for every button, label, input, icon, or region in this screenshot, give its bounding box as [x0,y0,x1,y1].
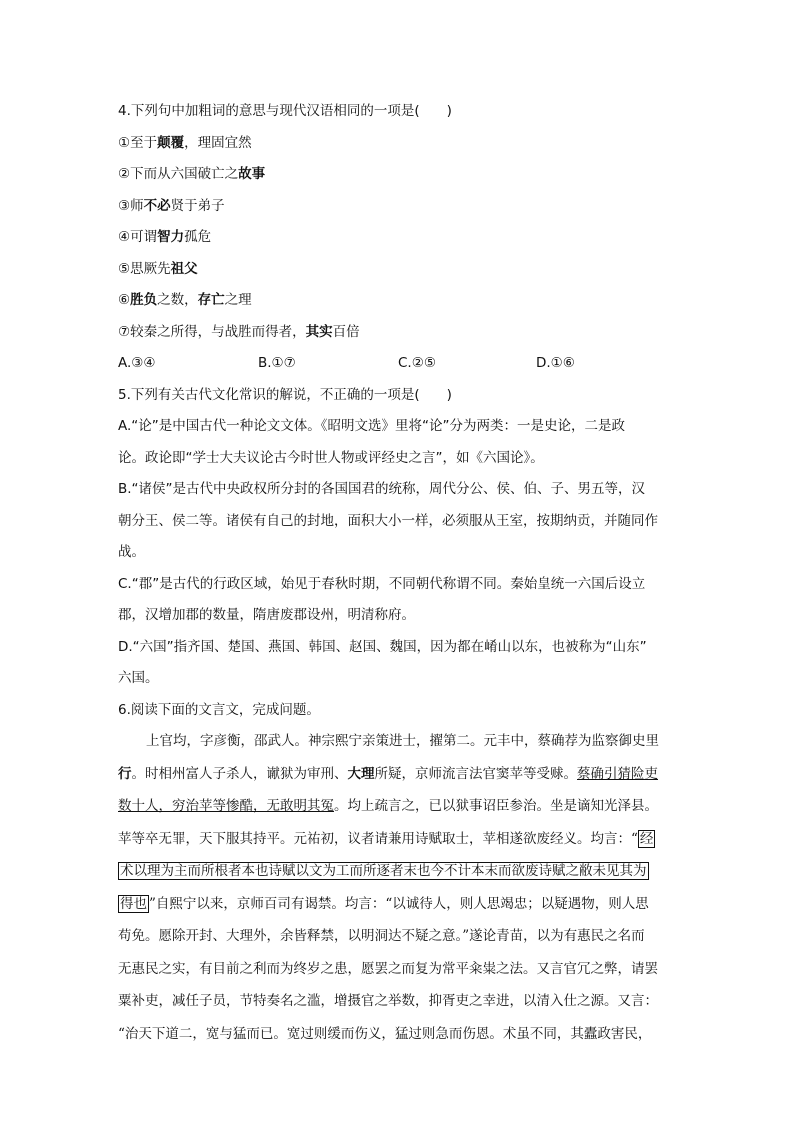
q4-choices [118,353,678,373]
q4-item-6: ⑥胜负之数，存亡之理 [118,292,252,308]
classical-passage [118,731,678,1044]
underlined-sentence: 蔡确引猜险吏 [577,765,658,782]
boxed-text: 术以理为主而所根者本也诗赋以文为工而所逐者末也今不计本末而欲废诗赋之敝未见其为 [120,863,647,879]
passage-line-6: 得也 ”自熙宁以来，京师百司有谒禁。均言：“以诚待人，则人思竭忠；以疑遇物，则人思 [120,895,649,912]
underlined-sentence-cont: 数十人，穷治苹等惨酷，无敢明其冤 [118,798,334,814]
boxed-text-end: 得也 [120,895,147,912]
q5-option-c[interactable]: C.“郡”是古代的行政区域，始见于春秋时期，不同朝代称谓不同。秦始皇统一六国后设立 郡，汉增加郡的数量，隋唐废郡设州，明清称府。 [118,575,646,623]
q5-option-d[interactable]: D.“六国”指齐国、楚国、燕国、韩国、赵国、魏国，因为都在崤山以东，也被称为“山东” 六国。 [118,638,647,686]
passage-line-4: 苹等卒无罪，天下服其持平。元祐初，议者请兼用诗赋取士，苹相遂欲废经义。均言：“ 经 [118,830,654,847]
q4-item-3: ③师不必贤于弟子 [118,197,225,214]
q4-choice-b[interactable]: B.①⑦ [258,355,296,371]
passage-line-9: 粟补吏，减任子员，节特奏名之滥，增摄官之举数，抑胥吏之幸进，以清入仕之源。又言： [118,993,658,1009]
q4-item-1: ①至于颠覆，理固宜然 [118,134,252,151]
passage-line-7: 苟免。愿除开封、大理外，余皆释禁，以明洞达不疑之意。”遂论青苗，以为有惠民之名而 [118,928,645,944]
question-6-stem: 6.阅读下面的文言文，完成问题。 [118,701,320,718]
q4-choice-d[interactable]: D.①⑥ [536,355,575,371]
question-5-stem: 5.下列有关古代文化常识的解说，不正确的一项是( ) [118,386,452,403]
q4-choice-c[interactable]: C.②⑤ [398,355,436,371]
question-4-stem: 4.下列句中加粗词的意思与现代汉语相同的一项是( ) [118,103,452,119]
q4-item-4: ④可谓智力孤危 [118,229,212,245]
document-content [118,101,678,1056]
q4-choice-a[interactable]: A.③④ [118,355,156,371]
passage-line-10: “治天下道二，宽与猛而已。宽过则缓而伤义，猛过则急而伤恩。术虽不同，其蠹政害民， [118,1025,652,1042]
passage-line-1: 上官均，字彦衡，邵武人。神宗熙宁亲策进士，擢第二。元丰中，蔡确荐为监察御史里 [146,733,659,749]
q5-option-a[interactable]: A.“论”是中国古代一种论文文体。《昭明文选》里将“论”分为两类：一是史论，二是政 论。政论即“学士大夫议论古今时世人物或评经史之言”，如《六国论》。 [118,418,626,466]
passage-line-5 [118,861,678,881]
passage-line-8: 无惠民之实，有目前之利而为终岁之患，愿罢之而复为常平籴粜之法。又言官冗之弊，请罢 [118,960,658,977]
q4-item-2: ②下而从六国破亡之故事 [118,166,266,182]
q4-item-5: ⑤思厥先祖父 [118,260,198,277]
q5-option-b[interactable]: B.“诸侯”是古代中央政权所分封的各国国君的统称，周代分公、侯、伯、子、男五等，汉 朝分王、侯二等。诸侯有自己的封地，面积大小一样，必须服从王室，按期纳贡，并随同作 战。 [118,481,658,560]
passage-line-2: 行。时相州富人子杀人，谳狱为审刑、大理所疑，京师流言法官窦苹等受赇。蔡确引猜险吏 [118,765,658,782]
q4-item-7: ⑦较秦之所得，与战胜而得者，其实百倍 [118,323,360,340]
passage-line-3: 数十人，穷治苹等惨酷，无敢明其冤。均上疏言之，已以狱事诏臣参治。坐是谪知光泽县。 [118,798,658,814]
boxed-text-start: 经 [639,830,654,847]
